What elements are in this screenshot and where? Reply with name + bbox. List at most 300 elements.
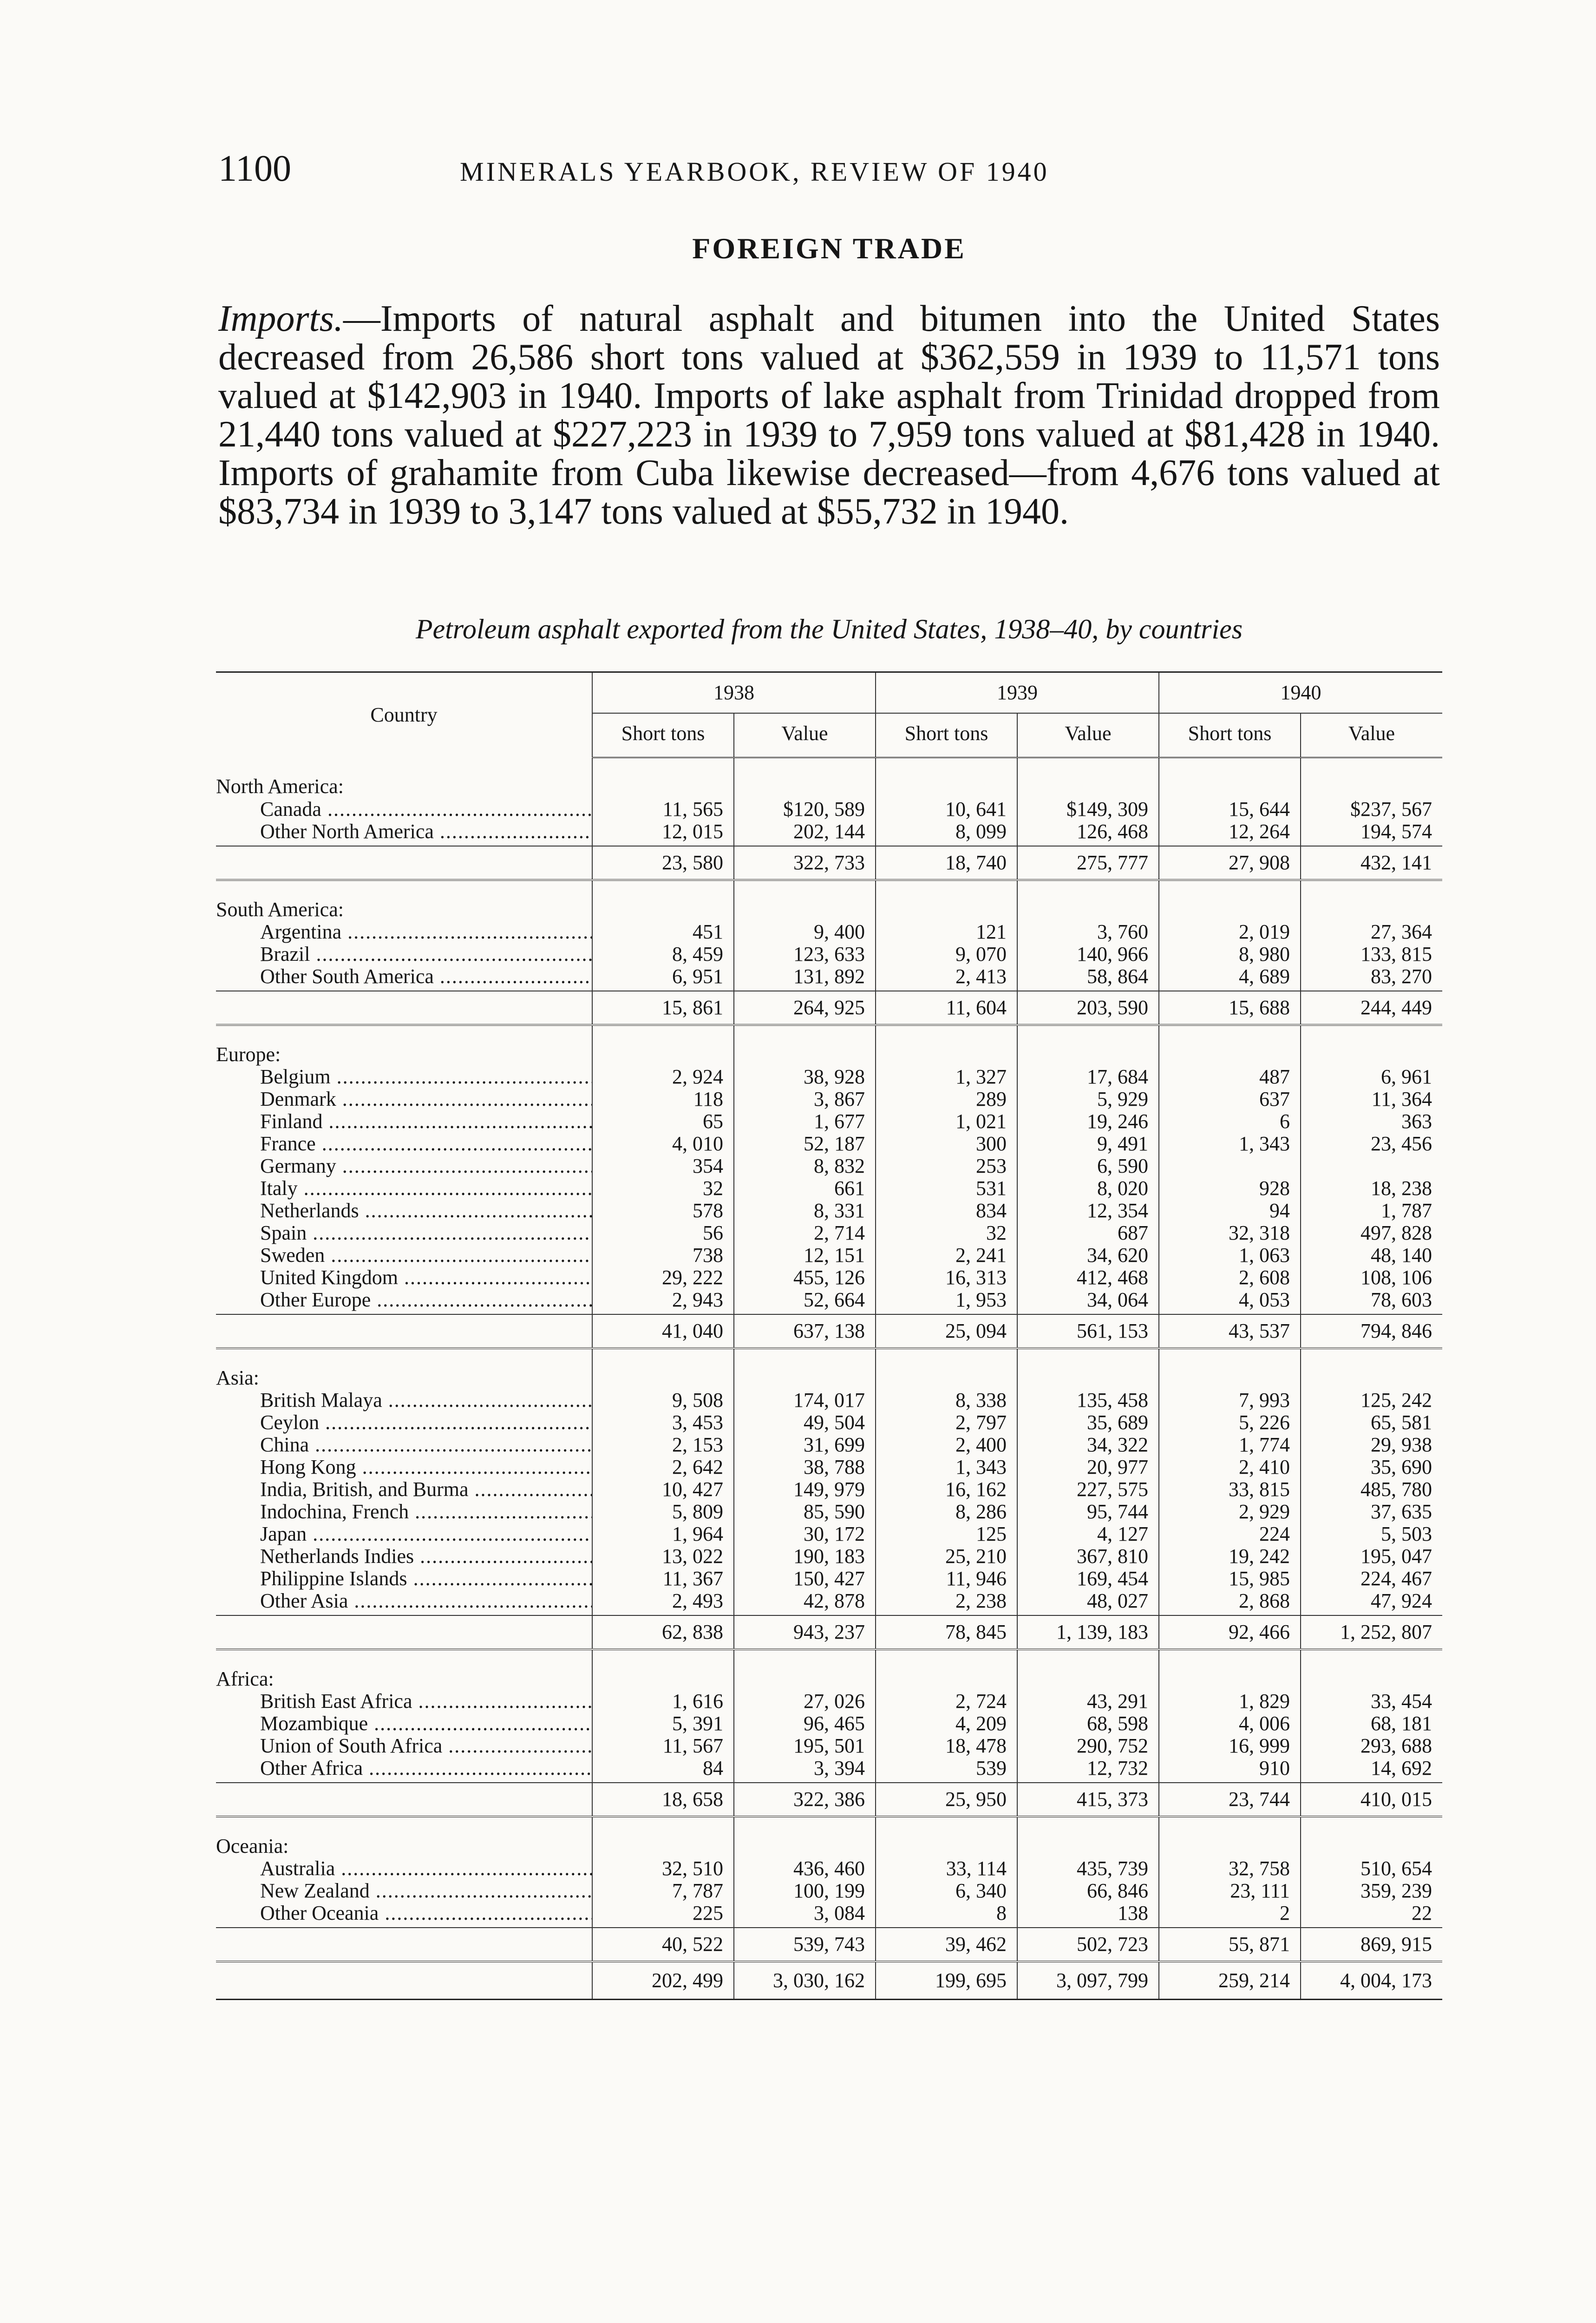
value-cell: 738 [592,1244,734,1266]
page-number: 1100 [218,148,292,189]
value-cell: 6, 951 [592,965,734,988]
value-cell: 225 [592,1902,734,1924]
value-cell: 190, 183 [734,1545,876,1568]
year-header-1940: 1940 [1159,672,1442,714]
value-cell: 485, 780 [1301,1478,1442,1501]
spacer-cell [592,1311,734,1314]
subheader-value: Value [1017,713,1159,758]
subtotal-cell: 415, 373 [1017,1783,1159,1817]
value-cell: 12, 354 [1017,1200,1159,1222]
region-row-europe [216,1025,1442,1066]
empty-cell [1301,758,1442,799]
asphalt-export-table [216,671,1442,2000]
table-row [216,1389,1442,1411]
spacer-cell [1017,1612,1159,1615]
value-cell: 2, 241 [876,1244,1017,1266]
empty-cell [734,1025,876,1066]
value-cell: 18, 478 [876,1735,1017,1757]
value-cell: 3, 084 [734,1902,876,1924]
value-cell: 150, 427 [734,1568,876,1590]
subtotal-cell: 322, 386 [734,1783,876,1817]
country-name: Ceylon ..... [260,1411,592,1434]
country-name: Finland ..... [260,1110,592,1133]
value-cell: 23, 456 [1301,1133,1442,1155]
value-cell: 18, 238 [1301,1177,1442,1200]
subtotal-cell: 27, 908 [1159,846,1301,880]
spacer-cell [1301,843,1442,846]
table-row [216,1244,1442,1266]
country-name: New Zealand ..... [260,1880,592,1902]
country-name: Other Asia ..... [260,1590,592,1612]
table-row [216,1545,1442,1568]
value-cell: 6 [1159,1110,1301,1133]
value-cell: 12, 732 [1017,1757,1159,1779]
empty-cell [1301,1817,1442,1857]
empty-cell [734,880,876,921]
value-cell: 126, 468 [1017,820,1159,843]
table-row [216,1289,1442,1311]
value-cell: 5, 226 [1159,1411,1301,1434]
table-row [216,1088,1442,1110]
value-cell: 363 [1301,1110,1442,1133]
country-name: United Kingdom ..... [260,1266,592,1289]
empty-cell [1301,880,1442,921]
value-cell: 1, 327 [876,1066,1017,1088]
subtotal-cell: 15, 688 [1159,991,1301,1025]
grand-total-cell: 202, 499 [592,1962,734,2000]
country-cell [216,1177,592,1200]
value-cell: 224 [1159,1523,1301,1545]
subtotal-cell: 539, 743 [734,1928,876,1962]
value-cell: 133, 815 [1301,943,1442,965]
spacer-cell [216,1612,592,1615]
subtotal-cell: 203, 590 [1017,991,1159,1025]
value-cell: 29, 938 [1301,1434,1442,1456]
value-cell: 33, 114 [876,1857,1017,1880]
subtotal-cell: 869, 915 [1301,1928,1442,1962]
value-cell: 96, 465 [734,1713,876,1735]
section-heading: FOREIGN TRADE [692,232,966,265]
empty-cell [876,1025,1017,1066]
spacer-cell [734,1311,876,1314]
subtotal-cell: 502, 723 [1017,1928,1159,1962]
empty-cell [1017,1817,1159,1857]
table-row [216,1857,1442,1880]
country-name: Japan ..... [260,1523,592,1545]
value-cell: 16, 162 [876,1478,1017,1501]
value-cell: 10, 641 [876,798,1017,820]
grand-total-cell: 3, 097, 799 [1017,1962,1159,2000]
empty-cell [876,1817,1017,1857]
spacer-cell [876,1311,1017,1314]
empty-cell [592,1025,734,1066]
country-name: Other North America ..... [260,820,592,843]
spacer-cell [1159,1924,1301,1928]
value-cell: 6, 340 [876,1880,1017,1902]
value-cell: 578 [592,1200,734,1222]
table-row [216,1266,1442,1289]
value-cell: 48, 027 [1017,1590,1159,1612]
value-cell: 290, 752 [1017,1735,1159,1757]
value-cell: 3, 453 [592,1411,734,1434]
value-cell: $237, 567 [1301,798,1442,820]
value-cell: 52, 664 [734,1289,876,1311]
subtotal-label [216,1928,592,1962]
country-cell [216,1501,592,1523]
table-row [216,1155,1442,1177]
value-cell: 4, 006 [1159,1713,1301,1735]
value-cell: 34, 620 [1017,1244,1159,1266]
value-cell: 174, 017 [734,1389,876,1411]
spacer-cell [592,988,734,991]
value-cell: 1, 616 [592,1690,734,1713]
spacer-row [216,1779,1442,1783]
spacer-cell [876,843,1017,846]
subtotal-cell: 561, 153 [1017,1314,1159,1348]
country-name: Other Europe ..... [260,1289,592,1311]
value-cell: 29, 222 [592,1266,734,1289]
value-cell: 4, 209 [876,1713,1017,1735]
value-cell: 2, 019 [1159,921,1301,943]
country-cell [216,1110,592,1133]
empty-cell [1159,1025,1301,1066]
value-cell: 1, 021 [876,1110,1017,1133]
value-cell: 637 [1159,1088,1301,1110]
value-cell: 2, 714 [734,1222,876,1244]
region-label: South America: [216,898,344,921]
empty-cell [1301,1649,1442,1690]
empty-cell [1159,758,1301,799]
table-row [216,1110,1442,1133]
value-cell: 2, 868 [1159,1590,1301,1612]
value-cell: 68, 598 [1017,1713,1159,1735]
country-cell [216,1568,592,1590]
country-cell [216,1088,592,1110]
country-name: Netherlands Indies ..... [260,1545,592,1568]
value-cell: 14, 692 [1301,1757,1442,1779]
value-cell: 1, 677 [734,1110,876,1133]
subheader-value: Value [1301,713,1442,758]
value-cell: 31, 699 [734,1434,876,1456]
empty-cell [1017,758,1159,799]
value-cell: 11, 567 [592,1735,734,1757]
value-cell: 8, 331 [734,1200,876,1222]
grand-total-cell: 199, 695 [876,1962,1017,2000]
value-cell: 9, 508 [592,1389,734,1411]
year-header-1939: 1939 [876,672,1159,714]
table-row [216,1568,1442,1590]
value-cell: 435, 739 [1017,1857,1159,1880]
value-cell: 19, 242 [1159,1545,1301,1568]
table-row [216,1222,1442,1244]
value-cell: 1, 343 [1159,1133,1301,1155]
country-name: Hong Kong ..... [260,1456,592,1478]
country-cell [216,1757,592,1779]
spacer-cell [876,1779,1017,1783]
value-cell: 169, 454 [1017,1568,1159,1590]
subtotal-cell: 637, 138 [734,1314,876,1348]
table-row [216,943,1442,965]
table-row [216,1066,1442,1088]
value-cell: 94 [1159,1200,1301,1222]
value-cell: 83, 270 [1301,965,1442,988]
spacer-cell [734,988,876,991]
subtotal-cell: 275, 777 [1017,846,1159,880]
value-cell: 125, 242 [1301,1389,1442,1411]
subtotal-cell: 794, 846 [1301,1314,1442,1348]
subtotal-cell: 943, 237 [734,1615,876,1649]
value-cell: 118 [592,1088,734,1110]
value-cell: 6, 590 [1017,1155,1159,1177]
value-cell: 300 [876,1133,1017,1155]
spacer-cell [216,1924,592,1928]
spacer-row [216,1612,1442,1615]
spacer-cell [876,1612,1017,1615]
value-cell: 34, 064 [1017,1289,1159,1311]
grand-total-row [216,1962,1442,2000]
value-cell: 66, 846 [1017,1880,1159,1902]
table-row [216,1456,1442,1478]
empty-cell [1301,1348,1442,1389]
value-cell: 7, 787 [592,1880,734,1902]
value-cell: 2, 608 [1159,1266,1301,1289]
grand-total-cell: 259, 214 [1159,1962,1301,2000]
value-cell: 8, 338 [876,1389,1017,1411]
region-label: Europe: [216,1043,281,1066]
value-cell: 32, 758 [1159,1857,1301,1880]
grand-total-label [216,1962,592,2000]
spacer-cell [592,843,734,846]
value-cell: 25, 210 [876,1545,1017,1568]
spacer-cell [1301,988,1442,991]
country-name: Germany ..... [260,1155,592,1177]
value-cell: 27, 026 [734,1690,876,1713]
value-cell: 661 [734,1177,876,1200]
country-name: Other Africa ..... [260,1757,592,1779]
value-cell: 195, 501 [734,1735,876,1757]
country-cell [216,1857,592,1880]
value-cell: 12, 151 [734,1244,876,1266]
value-cell: 531 [876,1177,1017,1200]
subheader-short-tons: Short tons [876,713,1017,758]
table-row [216,1690,1442,1713]
value-cell: 4, 010 [592,1133,734,1155]
table-row [216,921,1442,943]
value-cell: 32 [876,1222,1017,1244]
country-cell [216,1222,592,1244]
spacer-row [216,1311,1442,1314]
table-row [216,1523,1442,1545]
value-cell: 121 [876,921,1017,943]
country-name: Philippine Islands ..... [260,1568,592,1590]
value-cell: 5, 929 [1017,1088,1159,1110]
value-cell: 195, 047 [1301,1545,1442,1568]
country-cell [216,1434,592,1456]
spacer-cell [216,843,592,846]
empty-cell [592,1817,734,1857]
value-cell: 35, 690 [1301,1456,1442,1478]
country-name: Sweden ..... [260,1244,592,1266]
value-cell: 7, 993 [1159,1389,1301,1411]
value-cell: 52, 187 [734,1133,876,1155]
value-cell: 20, 977 [1017,1456,1159,1478]
value-cell: 11, 565 [592,798,734,820]
value-cell: 289 [876,1088,1017,1110]
country-cell [216,1155,592,1177]
subtotal-cell: 92, 466 [1159,1615,1301,1649]
value-cell: 19, 246 [1017,1110,1159,1133]
value-cell: 253 [876,1155,1017,1177]
table-row [216,1735,1442,1757]
value-cell: 8, 020 [1017,1177,1159,1200]
value-cell: 2, 153 [592,1434,734,1456]
year-header-1938: 1938 [592,672,876,714]
spacer-cell [1159,988,1301,991]
subtotal-cell: 244, 449 [1301,991,1442,1025]
country-header: Country [216,672,592,758]
empty-cell [1017,1025,1159,1066]
value-cell: 412, 468 [1017,1266,1159,1289]
value-cell: 354 [592,1155,734,1177]
value-cell: 140, 966 [1017,943,1159,965]
country-cell [216,1066,592,1088]
value-cell: $149, 309 [1017,798,1159,820]
value-cell: 1, 063 [1159,1244,1301,1266]
empty-cell [1017,880,1159,921]
country-cell [216,1244,592,1266]
value-cell: 487 [1159,1066,1301,1088]
spacer-cell [1159,1779,1301,1783]
value-cell: 100, 199 [734,1880,876,1902]
value-cell: 35, 689 [1017,1411,1159,1434]
spacer-cell [1017,1779,1159,1783]
country-name: Netherlands ..... [260,1200,592,1222]
country-name: Spain ..... [260,1222,592,1244]
region-row-asia [216,1348,1442,1389]
region-row-oceania [216,1817,1442,1857]
country-name: Brazil ..... [260,943,592,965]
country-name: Belgium ..... [260,1066,592,1088]
value-cell [1159,1155,1301,1177]
spacer-cell [734,1612,876,1615]
value-cell: 123, 633 [734,943,876,965]
spacer-cell [216,988,592,991]
table-row [216,820,1442,843]
spacer-cell [592,1779,734,1783]
value-cell: 5, 809 [592,1501,734,1523]
empty-cell [592,1348,734,1389]
spacer-cell [876,1924,1017,1928]
subtotal-cell: 18, 658 [592,1783,734,1817]
value-cell: 2, 924 [592,1066,734,1088]
subtotal-label [216,846,592,880]
value-cell: 202, 144 [734,820,876,843]
subtotal-cell: 264, 925 [734,991,876,1025]
subtotal-cell: 41, 040 [592,1314,734,1348]
spacer-cell [1017,988,1159,991]
value-cell: 293, 688 [1301,1735,1442,1757]
region-label: Asia: [216,1366,259,1389]
subtotal-cell: 40, 522 [592,1928,734,1962]
value-cell: 9, 070 [876,943,1017,965]
value-cell: 32 [592,1177,734,1200]
country-cell [216,1266,592,1289]
empty-cell [876,758,1017,799]
value-cell: 15, 985 [1159,1568,1301,1590]
value-cell: 68, 181 [1301,1713,1442,1735]
value-cell: 2, 797 [876,1411,1017,1434]
value-cell: 2, 943 [592,1289,734,1311]
subtotal-cell: 78, 845 [876,1615,1017,1649]
country-cell [216,1200,592,1222]
value-cell: 5, 503 [1301,1523,1442,1545]
subtotal-cell: 432, 141 [1301,846,1442,880]
spacer-cell [216,1311,592,1314]
value-cell: 58, 864 [1017,965,1159,988]
country-name: India, British, and Burma ..... [260,1478,592,1501]
value-cell: 16, 313 [876,1266,1017,1289]
empty-cell [592,880,734,921]
table-row [216,1434,1442,1456]
spacer-cell [592,1924,734,1928]
value-cell: 17, 684 [1017,1066,1159,1088]
value-cell: 15, 644 [1159,798,1301,820]
empty-cell [1159,1649,1301,1690]
empty-cell [1159,1348,1301,1389]
value-cell: 224, 467 [1301,1568,1442,1590]
spacer-cell [592,1612,734,1615]
country-cell [216,1690,592,1713]
value-cell: 34, 322 [1017,1434,1159,1456]
value-cell: 84 [592,1757,734,1779]
value-cell: 367, 810 [1017,1545,1159,1568]
subtotal-row [216,991,1442,1025]
value-cell: 65, 581 [1301,1411,1442,1434]
table-row [216,965,1442,988]
table-row [216,798,1442,820]
value-cell: 834 [876,1200,1017,1222]
value-cell: 3, 760 [1017,921,1159,943]
value-cell: 2, 400 [876,1434,1017,1456]
value-cell: 3, 394 [734,1757,876,1779]
value-cell: 8, 832 [734,1155,876,1177]
subtotal-label [216,991,592,1025]
spacer-cell [216,1779,592,1783]
region-row-south-america [216,880,1442,921]
subtotal-cell: 62, 838 [592,1615,734,1649]
country-cell [216,1880,592,1902]
subtotal-label [216,1783,592,1817]
subtotal-cell: 43, 537 [1159,1314,1301,1348]
empty-cell [1017,1649,1159,1690]
value-cell: 16, 999 [1159,1735,1301,1757]
country-cell [216,921,592,943]
value-cell: 1, 774 [1159,1434,1301,1456]
value-cell: 5, 391 [592,1713,734,1735]
spacer-cell [1301,1924,1442,1928]
value-cell: 49, 504 [734,1411,876,1434]
spacer-cell [1159,843,1301,846]
value-cell: 8, 286 [876,1501,1017,1523]
country-cell [216,1456,592,1478]
country-cell [216,1133,592,1155]
value-cell: 3, 867 [734,1088,876,1110]
value-cell: 12, 015 [592,820,734,843]
table-row [216,1501,1442,1523]
value-cell: 37, 635 [1301,1501,1442,1523]
country-cell [216,1590,592,1612]
table-row [216,1880,1442,1902]
